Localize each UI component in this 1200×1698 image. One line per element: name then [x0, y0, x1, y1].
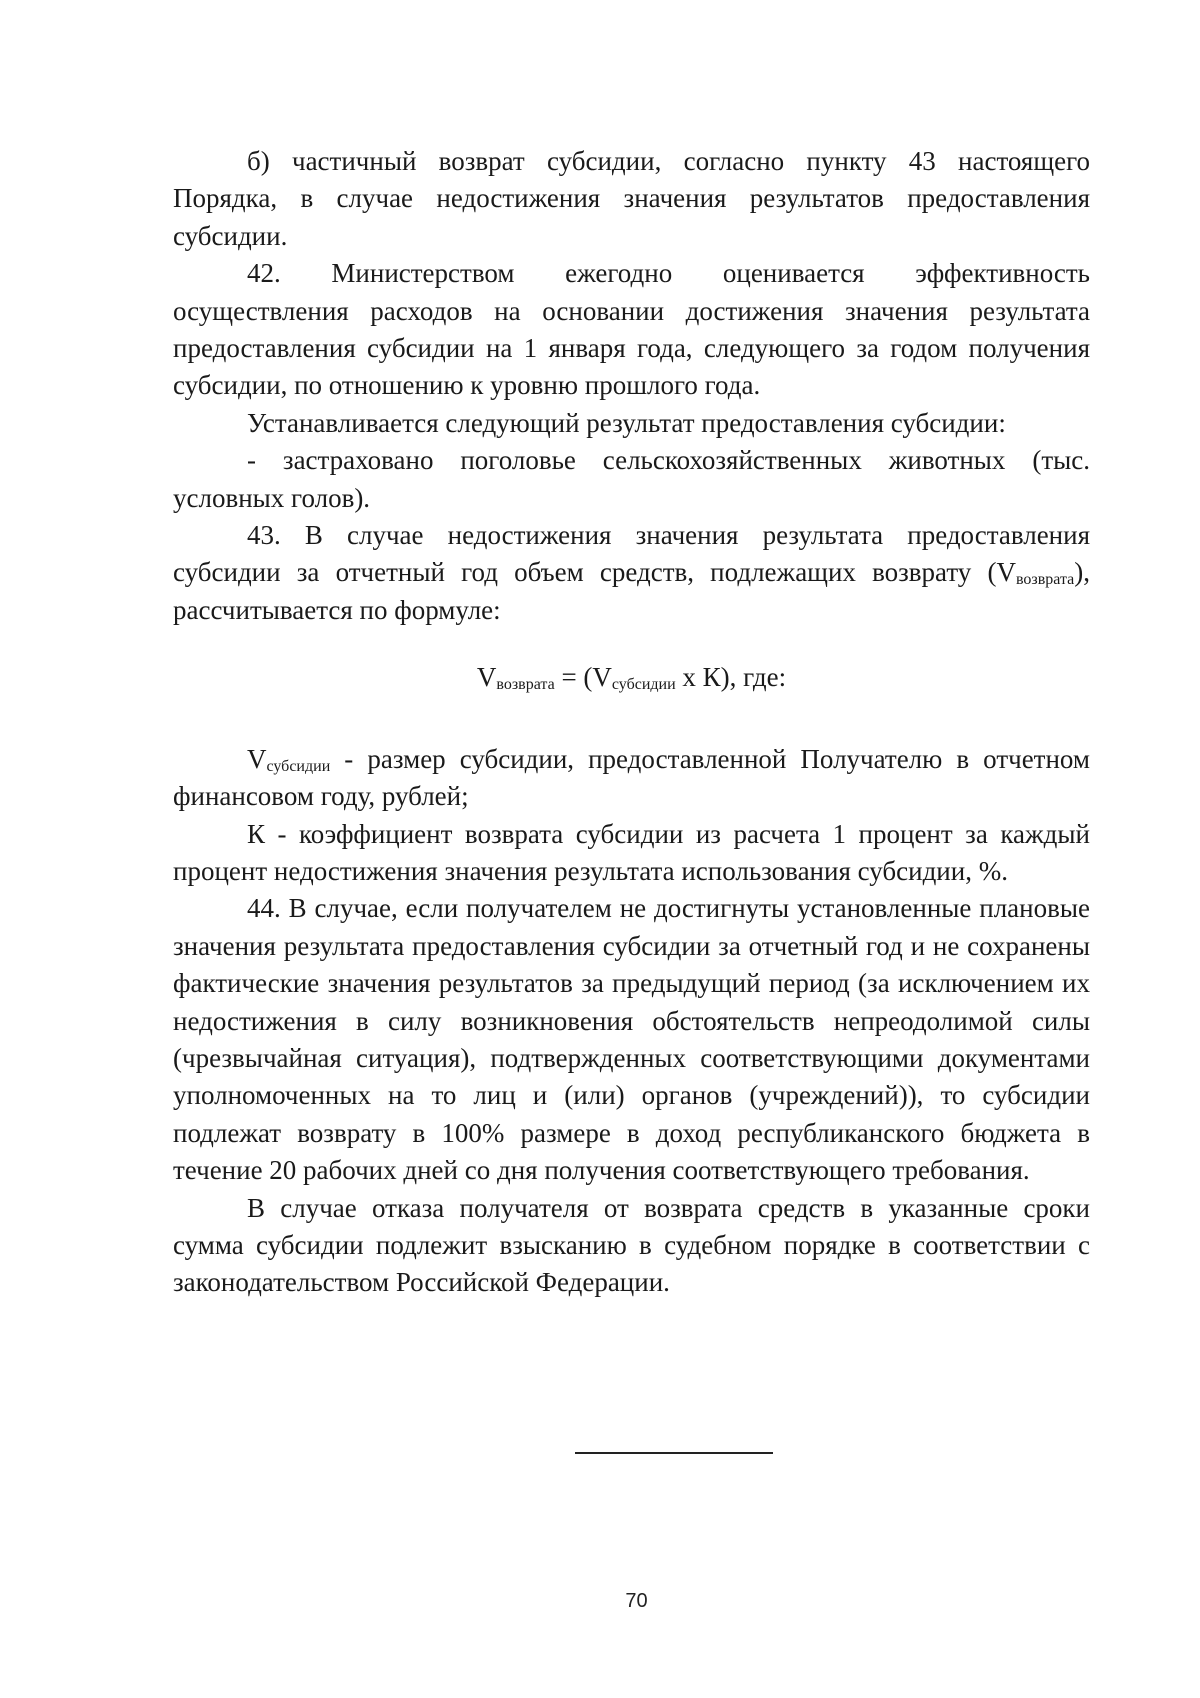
formula-sub1: возврата: [496, 676, 555, 694]
formula-v1: V: [476, 662, 497, 693]
paragraph-refusal: [173, 1190, 1090, 1302]
paragraph-43-tail: ), рассчитывается по формуле:: [173, 557, 1090, 625]
formula-sub2: субсидии: [611, 676, 676, 694]
paragraph-43-text: 43. В случае недостижения значения результата предоставления субсидии за отчетный год объем средств, подлежащих возврату (V: [173, 520, 1090, 588]
paragraph-43: [173, 517, 1090, 629]
paragraph-b-text-rest: Порядка, в случае недостижения значения результатов предоставления субсидии.: [173, 183, 1090, 251]
paragraph-42-text-line1: 42. Министерством ежегодно оценивается эффективность: [247, 258, 1090, 289]
paragraph-42-line1: [173, 255, 1090, 292]
paragraph-b-rest: [173, 180, 1090, 255]
paragraph-42-rest: [173, 293, 1090, 405]
footer-rule-divider: [575, 1452, 773, 1454]
paragraph-v-text: - размер субсидии, предоставленной Получателю в отчетном финансовом году, рублей;: [173, 743, 1090, 812]
paragraph-result-intro: [173, 405, 1090, 442]
document-body: [173, 143, 1090, 1302]
formula-tail: х К), где:: [675, 662, 787, 693]
paragraph-42-text-rest: осуществления расходов на основании достижения значения результата предоставления субсидии на 1 января года, следующего за годом получения субсидии, по отношению к уровню прошлого года.: [173, 295, 1090, 401]
paragraph-refusal-text: В случае отказа получателя от возврата средств в указанные сроки сумма субсидии подлежит взысканию в судебном порядке в соответствии с законодательством Российской Федерации.: [173, 1192, 1090, 1298]
paragraph-result-intro-text: Устанавливается следующий результат предоставления субсидии:: [247, 407, 1006, 438]
paragraph-k-text: К - коэффициент возврата субсидии из расчета 1 процент за каждый процент недостижения значения результата использования субсидии, %.: [173, 818, 1090, 886]
paragraph-b-text-line1: б) частичный возврат субсидии, согласно пункту 43 настоящего: [247, 146, 1090, 176]
paragraph-result-item: [173, 442, 1090, 517]
paragraph-v-subscript: субсидии: [266, 757, 331, 775]
paragraph-v-definition: [173, 741, 1090, 816]
paragraph-44-text: 44. В случае, если получателем не достигнуты установленные плановые значения результата предоставления субсидии за отчетный год и не сохранены фактические значения результатов за предыдущий период (за исключением их недостижения в силу возникновения обстоятельств непреодолимой силы (чрезвычайная ситуация), подтвержденных соответствующими документами уполномоченных на то лиц и (или) органов (учреждений)), то субсидии подлежат возврату в 100% размере в доход республиканского бюджета в течение 20 рабочих дней со дня получения соответствующего требования.: [173, 893, 1090, 1186]
paragraph-b-line1: [173, 143, 1090, 180]
paragraph-44: [173, 890, 1090, 1189]
page-number: 70: [625, 1590, 648, 1612]
paragraph-43-subscript: возврата: [1015, 571, 1075, 589]
paragraph-v-symbol: V: [247, 743, 267, 774]
formula-mid: = (V: [554, 662, 612, 693]
paragraph-k-definition: [173, 816, 1090, 891]
paragraph-result-item-text: - застраховано поголовье сельскохозяйственных животных (тыс. условных голов).: [173, 445, 1090, 513]
formula: [173, 659, 1090, 696]
